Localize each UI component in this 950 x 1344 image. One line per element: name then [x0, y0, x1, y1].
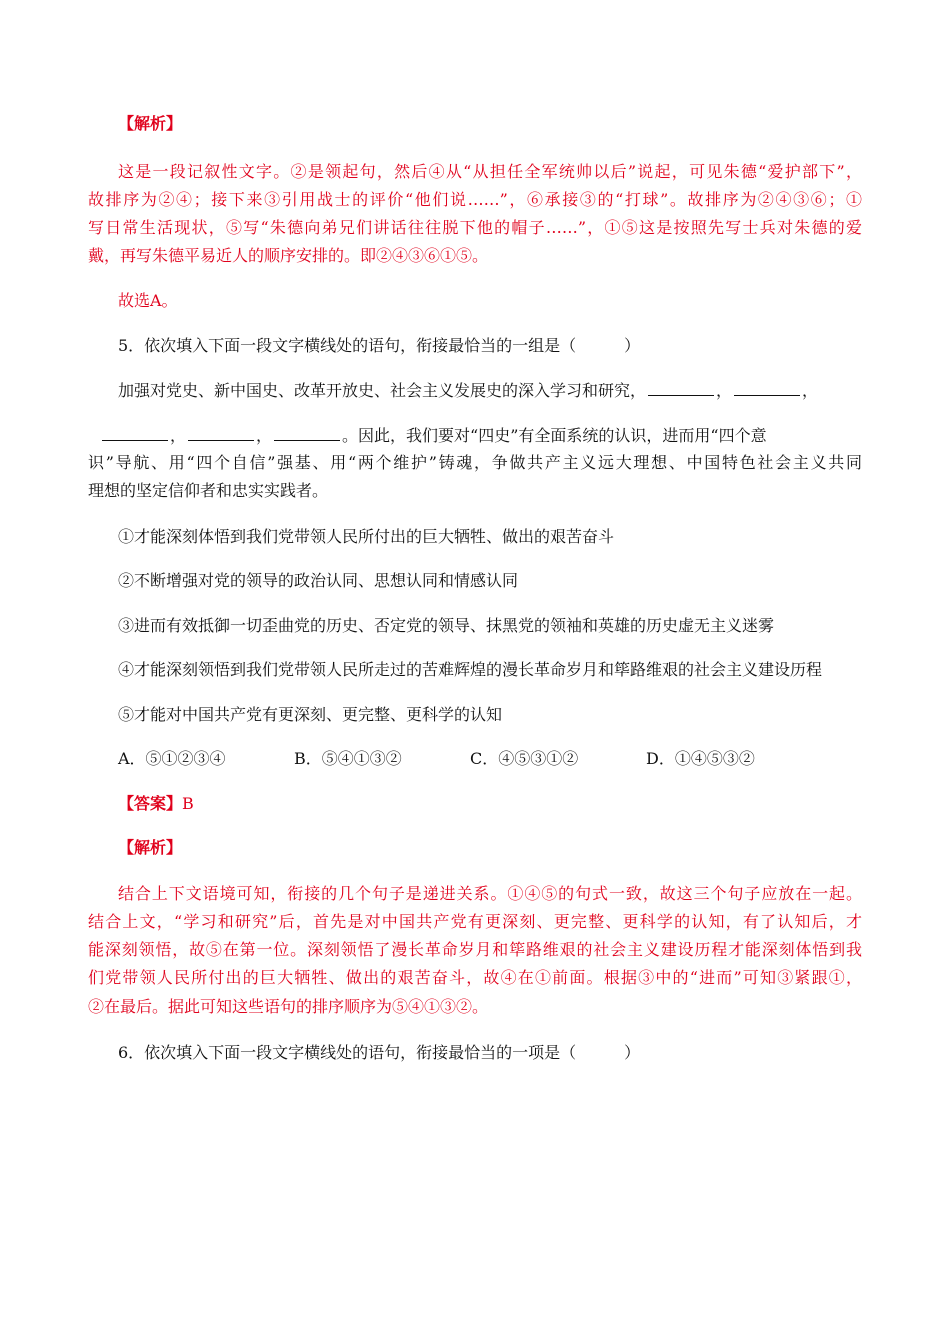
q5-passage-intro: 加强对党史、新中国史、改革开放史、社会主义发展史的深入学习和研究，	[118, 381, 647, 400]
q5-statement-4: ④才能深刻领悟到我们党带领人民所走过的苦难辉煌的漫长革命岁月和筚路维艰的社会主义建设历程	[118, 660, 823, 679]
blank-5	[274, 425, 340, 441]
q5-answer	[118, 794, 862, 814]
q5-analysis-line-2: 结合上文，“学习和研究”后，首先是对中国共产党有更深刻、更完整、更科学的认知，有了认知后，才	[88, 912, 862, 931]
q5-answer-value: B	[182, 794, 194, 813]
q5-option-c: C．④⑤③①②	[470, 749, 579, 768]
q5-analysis-line-3: 能深刻领悟，故⑤在第一位。深刻领悟了漫长革命岁月和筚路维艰的社会主义建设历程才能深刻体悟到我	[88, 940, 862, 959]
q4-analysis-line-3: 写日常生活现状，⑤写“朱德向弟兄们讲话往往脱下他的帽子……”，①⑤这是按照先写士兵对朱德的爱	[88, 218, 862, 237]
comma-sep: ，	[716, 381, 733, 400]
q5-answer-tag: 【答案】	[118, 794, 183, 813]
q5-analysis-line-5: ②在最后。据此可知这些语句的排序顺序为⑤④①③②。	[88, 997, 489, 1016]
blank-4	[188, 425, 254, 441]
q5-passage-line-2	[100, 425, 874, 446]
q4-conclusion: 故选A。	[118, 291, 178, 310]
q5-passage-line-1	[118, 380, 862, 401]
q4-analysis-line-1: 这是一段记叙性文字。②是领起句，然后④从“从担任全军统帅以后”说起，可见朱德“爱护部下”，	[118, 162, 862, 181]
q5-statement-5: ⑤才能对中国共产党有更深刻、更完整、更科学的认知	[118, 705, 503, 724]
q6-stem: 6．依次填入下面一段文字横线处的语句，衔接最恰当的一项是（ ）	[118, 1043, 641, 1062]
comma-sep: ，	[802, 381, 819, 400]
q5-stem: 5．依次填入下面一段文字横线处的语句，衔接最恰当的一组是（ ）	[118, 336, 641, 355]
q5-passage-after: 。因此，我们要对“四史”有全面系统的认识，进而用“四个意	[342, 426, 767, 445]
q5-analysis-line-4: 们党带领人民所付出的巨大牺牲、做出的艰苦奋斗，故④在①前面。根据③中的“进而”可知③紧跟①，	[88, 968, 862, 987]
q5-statement-2: ②不断增强对党的领导的政治认同、思想认同和情感认同	[118, 571, 519, 590]
q5-analysis-tag: 【解析】	[118, 838, 183, 857]
q4-analysis-line-4: 戴，再写朱德平易近人的顺序安排的。即②④③⑥①⑤。	[88, 246, 489, 265]
q5-passage-line-4: 理想的坚定信仰者和忠实实践者。	[88, 481, 329, 500]
q5-statement-1: ①才能深刻体悟到我们党带领人民所付出的巨大牺牲、做出的艰苦奋斗	[118, 527, 615, 546]
q5-statement-3: ③进而有效抵御一切歪曲党的历史、否定党的领导、抹黑党的领袖和英雄的历史虚无主义迷雾	[118, 616, 775, 635]
q4-analysis-line-2: 故排序为②④；接下来③引用战士的评价“他们说……”，⑥承接③的“打球”。故排序为②④③⑥；①	[88, 190, 862, 209]
comma-sep: ，	[170, 426, 187, 445]
q5-analysis-line-1: 结合上下文语境可知，衔接的几个句子是递进关系。①④⑤的句式一致，故这三个句子应放在一起。	[118, 884, 862, 903]
q5-option-d: D．①④⑤③②	[646, 749, 755, 768]
comma-sep: ，	[256, 426, 273, 445]
q5-passage-line-3: 识”导航、用“四个自信”强基、用“两个维护”铸魂，争做共产主义远大理想、中国特色社会主义共同	[88, 453, 862, 472]
blank-1	[648, 380, 714, 396]
q5-option-a: A．⑤①②③④	[118, 749, 226, 768]
blank-3	[102, 425, 168, 441]
q5-option-b: B．⑤④①③②	[294, 749, 402, 768]
q4-analysis-tag: 【解析】	[118, 114, 183, 133]
blank-2	[734, 380, 800, 396]
